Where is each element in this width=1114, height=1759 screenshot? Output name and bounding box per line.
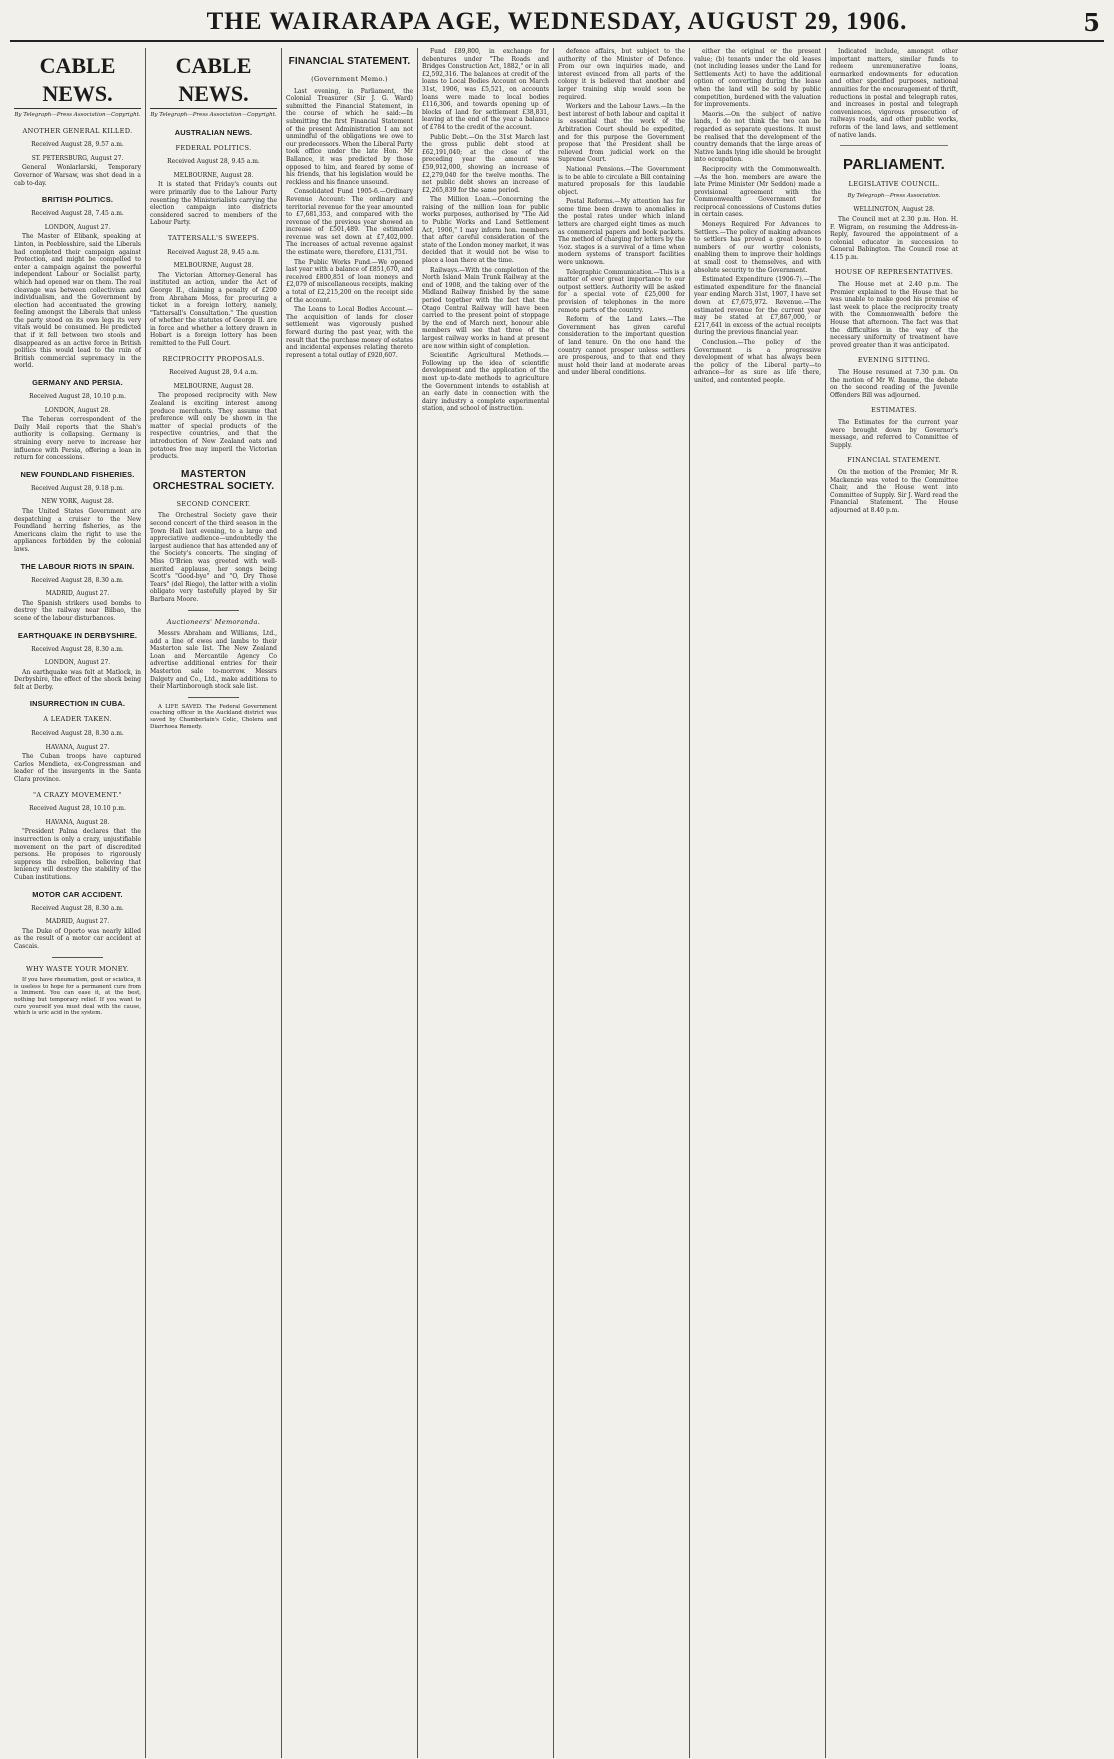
article-heading: AUSTRALIAN NEWS.: [174, 127, 253, 137]
article-heading: GERMANY AND PERSIA.: [32, 378, 123, 388]
place-dateline: LONDON, August 28.: [44, 406, 111, 414]
article-body: Scientific Agricultural Methods.—Following up the idea of scientific development and the application of the most up-to-date methods to agriculture the Government intends to establish at an early date in connection with the dairy industry a complete experimental station, and school of instruction.: [422, 352, 549, 413]
byline: By Telegraph—Press Association—Copyright.: [14, 112, 141, 118]
article-subheading: SECOND CONCERT.: [176, 499, 251, 508]
divider: [840, 145, 948, 146]
received-line: Received August 28, 9.4 a.m.: [169, 369, 258, 377]
article-subheading: TATTERSALL'S SWEEPS.: [167, 233, 260, 242]
article-subheading: HOUSE OF REPRESENTATIVES.: [834, 268, 954, 277]
article-body: The Master of Elibank, speaking at Linton, in Peeblesshire, said the Liberals had completed their campaign against Protection, and might be compelled to enter a campaign against the powerful independent Labour or Socialist party, which had opened war on them. The real cleavage was between collectivism and individualism, and the Government by election had accentuated the growing feeling amongst the Liberals that unless the party stood on its own legs its very vitals would be consumed. He predicted that if it fell between two stools and disappeared as an active force in British politics this would lead to the ruin of British commercial supremacy in the world.: [14, 233, 141, 370]
article-heading: MASTERTON ORCHESTRAL SOCIETY.: [152, 468, 275, 492]
article-body: Last evening, in Parliament, the Colonial Treasurer (Sir J. G. Ward) submitted the Financial Statement, in the course of which he said:—In submitting the first Financial Statement of the present Administration I am not unmindful of the obligations we owe to our predecessors. When the Liberal Party took office under the late Hon. Mr Ballance, it was predicted by those opposed to him, and feared by some of his friends, that his legislation would be reckless and his finance unsound.: [286, 87, 414, 186]
article-heading: NEW FOUNDLAND FISHERIES.: [20, 469, 135, 479]
article-body: Reciprocity with the Commonwealth.—As the hon. members are aware the late Prime Minister (Mr Seddon) made a provisional agreement with the Commonwealth Government for reciprocal concessions of Customs duties in certain cases.: [694, 165, 821, 219]
article-body: An earthquake was felt at Matlock, in Derbyshire, the effect of the shock being felt at Derby.: [14, 668, 141, 691]
article-body: Railways.—With the completion of the North Island Main Trunk Railway at the end of 1908, and the taking over of the Midland Railway finished by the same period together with the fact that the Otago Central Railway will have been carried to the present point of stoppage by the end of March next, honour able members will see that three of the largest railway works in hand at present are now within sight of completion.: [422, 266, 549, 350]
article-body: The proposed reciprocity with New Zealand is exciting interest among produce merchants. They assume that preference will only be shown in the matter of special products of the respective countries, and that the introduction of New Zealand oats and potatoes free may imperil the Victorian products.: [150, 392, 277, 461]
parliament-heading: PARLIAMENT.: [843, 156, 945, 174]
divider: [188, 697, 239, 698]
article-body: The United States Government are despatching a cruiser to the New Foundland herring fisheries, as the Americans claim the right to use the appliances forbidden by the colonial laws.: [14, 507, 141, 553]
article-body: The Loans to Local Bodies Account.—The acquisition of lands for closer settlement was vigorously pushed forward during the past year, with the result that the purchase money of estates and incidental expenses relating thereto represent a total outlay of £920,607.: [286, 306, 413, 359]
article-body: The Victorian Attorney-General has instituted an action, under the Act of George II., claiming a penalty of £200 from Abraham Moss, for procuring a ticket in a foreign lottery, namely, "Tattersall's Consultation." The question of whether the statutes of George II. are in force and whether a lottery drawn in Hobart is a foreign lottery has been remitted to the Full Court.: [150, 271, 277, 348]
article-body: Public Debt.—On the 31st March last the gross public debt stood at £62,191,040; at the close of the preceding year the amount was £59,912,000, showing an increase of £2,279,040 for the twelve months. The net public debt shows an increase of £2,265,839 for the same period.: [422, 133, 549, 194]
article-body: National Pensions.—The Government is to be able to circulate a Bill containing matured proposals for this laudable object.: [558, 165, 685, 196]
column-2: [146, 48, 282, 1758]
received-line: Received August 28, 10.10 p.m.: [29, 805, 126, 813]
received-line: Received August 28, 8.30 a.m.: [31, 730, 124, 738]
article-heading: INSURRECTION IN CUBA.: [29, 699, 126, 709]
received-line: Received August 28, 9.18 p.m.: [31, 484, 124, 492]
article-body: Indicated include, amongst other important matters, similar funds to redeem unremunerative loans, earmarked endowments for education and other specified purposes, national annuities for the encouragement of thrift, reductions in postal and telegraph rates, and increases in postal and telegraph conveniences, vigorous prosecution of railways roads, and other public works, reform of the land laws, and settlement of native lands.: [830, 48, 958, 139]
received-line: Received August 28, 8.30 a.m.: [31, 904, 124, 912]
article-subheading: FEDERAL POLITICS.: [175, 143, 252, 152]
place-dateline: WELLINGTON, August 28.: [853, 206, 935, 214]
article-body: Reform of the Land Laws.—The Government has given careful consideration to the important question of land tenure. On the one hand the country cannot prosper unless settlers are prosperous, and to that end they must hold their land at moderate areas and under liberal conditions.: [558, 316, 685, 377]
article-body: General Wonlarlarski, Temporary Governor of Warsaw, was shot dead in a cab to-day.: [14, 164, 141, 187]
article-body: either the original or the present value; (b) tenants under the old leases (not including leases under the Land for Settlements Act) to have the additional option of converting during the lease when the land will be sold by public competition, burdened with the valuation for improvements.: [694, 48, 821, 109]
article-body: defence affairs, but subject to the authority of the Minister of Defence. From our own inquiries made, and interest evinced from all parts of the colony it is believed that another and larger training ship would soon be required.: [558, 48, 685, 101]
article-body: Moneys Required For Advances to Settlers.—The policy of making advances to settlers has proved a great boon to numbers of our worthy colonists, enabling them to improve their holdings at small cost to themselves, and with absolute security to the Government.: [694, 221, 821, 274]
masthead: [10, 6, 1104, 42]
advert-body: A LIFE SAVED. The Federal Government coaching officer in the Auckland district was saved by Chamberlain's Colic, Cholera and Diarrhoea Remedy.: [150, 703, 277, 730]
article-body: Consolidated Fund 1905-6.—Ordinary Revenue Account: The ordinary and territorial revenue for the year amounted to £7,681,353, and compared with the revenue of the previous year showed an increase of £501,489. The estimated revenue was set down at £7,402,000. The increases of actual revenue against the estimate were, therefore, £131,751.: [286, 188, 413, 257]
article-body: The House resumed at 7.30 p.m. On the motion of Mr W. Baume, the debate on the second reading of the Juvenile Offenders Bill was adjourned.: [830, 369, 958, 399]
article-body: On the motion of the Premier, Mr R. Mackenzie was voted to the Committee Chair, and the House went into Committee of Supply. Sir J. Ward read the Financial Statement. The House adjourned at 8.40 p.m.: [830, 468, 958, 514]
advert-body: If you have rheumatism, gout or sciatica, it is useless to hope for a permanent cure from a liniment. You can ease it, at the best, nothing but temporary relief. If you want to cure yourself you must deal with the cause, which is uric acid in the system.: [14, 977, 141, 1017]
article-heading: BRITISH POLITICS.: [41, 195, 114, 205]
column-6: [690, 48, 826, 1758]
article-body: "President Palma declares that the insurrection is only a crazy, unjustifiable movement on the part of discredited persons. He proposes to rigorously suppress the rebellion, believing that leniency will destroy the stability of the Cuban institutions.: [14, 828, 141, 881]
article-subheading: LEGISLATIVE COUNCIL.: [848, 180, 940, 189]
masthead-title: THE WAIRARAPA AGE, WEDNESDAY, AUGUST 29, 1906.: [206, 8, 908, 35]
advert-heading: WHY WASTE YOUR MONEY.: [25, 964, 130, 973]
column-1: [10, 48, 146, 1758]
article-body: The Estimates for the current year were brought down by Governor's message, and referred to Committee of Supply.: [830, 418, 958, 449]
article-subheading: EVENING SITTING.: [857, 356, 931, 365]
received-line: Received August 28, 8.30 a.m.: [31, 576, 124, 584]
place-dateline: HAVANA, August 27.: [45, 743, 110, 751]
article-body: Maoris.—On the subject of native lands, I do not think the two can be regarded as separate questions. It must be realised that the development of the country demands that the large areas of Native lands lying idle should be brought into occupation.: [694, 110, 821, 164]
article-subheading: A LEADER TAKEN.: [43, 715, 112, 724]
column-3: [282, 48, 418, 1758]
article-body: Telegraphic Communication.—This is a matter of ever great importance to our outpost settlers. Authority will be asked for a special vote of £25,000 for provision of telephones in the more remote parts of the country.: [558, 268, 685, 314]
article-body: Messrs Abraham and Williams, Ltd., add a line of ewes and lambs to their Masterton sale list. The New Zealand Loan and Mercantile Agency Co advertise additional entries for their Masterton sale to-morrow. Messrs Dalgety and Co., Ltd., make additions to their Martinborough stock sale list.: [150, 630, 277, 691]
place-dateline: ST. PETERSBURG, August 27.: [31, 154, 124, 162]
article-body: The Teheran correspondent of the Daily Mail reports that the Shah's authority is collapsing. Germany is straining every nerve to increase her influence with Persia, offering a loan in return for concessions.: [14, 416, 141, 462]
received-line: Received August 28, 9.45 a.m.: [167, 158, 260, 166]
columns: [10, 48, 1104, 1758]
column-4: [418, 48, 554, 1758]
column-7: [826, 48, 962, 1758]
byline: By Telegraph—Press Association—Copyright.: [150, 112, 277, 118]
article-body: The Council met at 2.30 p.m. Hon. H. F. Wigram, on resuming the Address-in-Reply, favoured the appointment of a colonial educator in succession to General Babington. The Council rose at 4.15 p.m.: [830, 215, 958, 261]
place-dateline: MELBOURNE, August 28.: [173, 382, 254, 390]
article-subheading: Auctioneers' Memoranda.: [166, 617, 261, 626]
article-subheading: RECIPROCITY PROPOSALS.: [162, 354, 265, 363]
article-body: The House met at 2.40 p.m. The Premier explained to the House that he was unable to make good his promise of last week to place the reciprocity treaty with the Commonwealth before the House that afternoon. The fact was that the difficulties in the way of the necessary uniformity of treatment have proved greater than it was anticipated.: [830, 281, 958, 349]
article-subheading: "A CRAZY MOVEMENT.": [33, 790, 122, 799]
article-heading: MOTOR CAR ACCIDENT.: [32, 889, 123, 899]
article-body: The Public Works Fund.—We opened last year with a balance of £851,670, and received £800,851 of loan moneys and £2,079 of miscellaneous receipts, making a total of £2,215,200 on the receipt side of the account.: [286, 258, 413, 304]
place-dateline: MELBOURNE, August 28.: [173, 262, 254, 270]
received-line: Received August 28, 9.57 a.m.: [31, 141, 124, 149]
place-dateline: HAVANA, August 28.: [45, 818, 110, 826]
article-body: Conclusion.—The policy of the Government is a progressive development of what has always been the policy of the Liberal party—to advance—for as sure as life there, united, and contented people.: [694, 338, 821, 384]
article-body: Workers and the Labour Laws.—In the best interest of both labour and capital it is essential that the work of the Arbitration Court should be expedited, and for this purpose the Government propose that the President shall be relieved from judicial work on the Supreme Court.: [558, 103, 685, 164]
article-heading: EARTHQUAKE IN DERBYSHIRE.: [17, 630, 138, 640]
place-dateline: MADRID, August 27.: [45, 590, 110, 598]
place-dateline: MADRID, August 27.: [45, 918, 110, 926]
article-body: The Million Loan.—Concerning the raising of the million loan for public works purposes, authorised by "The Aid to Public Works and Land Settlement Act, 1906," I may inform hon. members that after careful consideration of the state of the London money market, it was decided that it would not be wise to place a loan there at the time.: [422, 196, 549, 265]
byline: By Telegraph—Press Association.: [847, 192, 941, 199]
article-body: The Orchestral Society gave their second concert of the third season in the Town Hall last evening, to a large and appreciative audience—undoubtedly the largest audience that has attended any of the Society's concerts. The singing of Miss O'Brien was greeted with well-merited applause, her songs being Scott's "Good-bye" and "O, Dry Those Tears" (del Riego), the latter with a violin obligato very tastefully played by Sir Barbara Moore.: [150, 512, 277, 603]
article-heading: FINANCIAL STATEMENT.: [288, 56, 411, 67]
place-dateline: LONDON, August 27.: [44, 223, 111, 231]
article-subheading: FINANCIAL STATEMENT.: [847, 456, 941, 465]
article-body: It is stated that Friday's counts out were primarily due to the Labour Party resenting the Ministerialists carrying the election campaign into districts considered sacred to members of the Labour Party.: [150, 181, 277, 227]
divider: [188, 610, 239, 611]
article-body: Fund £89,800, in exchange for debentures under "The Roads and Bridges Construction Act, 1882," or in all £2,592,316. The balances at credit of the loans to Local Bodies Account on March 31st, 1906, was £5,521, on accounts loans were made to local bodies £116,306, and towards opening up of blocks of land for settlement £38,831, leaving at the end of the year a balance of £784 to the credit of the account.: [422, 48, 549, 131]
article-body: Estimated Expenditure (1906-7).—The estimated expenditure for the financial year ending March 31st, 1907, I have set down at £7,675,972. Revenue.—The estimated revenue for the current year may be stated at £7,867,000, or £217,641 in excess of the actual receipts during the previous financial year.: [694, 276, 821, 337]
place-dateline: NEW YORK, August 28.: [41, 498, 114, 506]
article-subheading: (Government Memo.): [311, 75, 388, 83]
column-5: [554, 48, 690, 1758]
divider: [52, 957, 103, 958]
article-body: Postal Reforms.—My attention has for some time been drawn to anomalies in the postal rates under which inland letters are charged eight times as much as commercial papers and book packets. The method of charging for letters by the ½oz. stages is a survival of a time when modern systems of transport facilities were unknown.: [558, 198, 685, 267]
page-number: 5: [1083, 8, 1100, 37]
received-line: Received August 28, 9.45 a.m.: [167, 248, 260, 256]
received-line: Received August 28, 7.45 a.m.: [31, 210, 124, 218]
place-dateline: LONDON, August 27.: [44, 659, 111, 667]
place-dateline: MELBOURNE, August 28.: [173, 171, 254, 179]
article-body: The Cuban troops have captured Carlos Mendieta, ex-Congressman and leader of the insurgents in the Santa Clara province.: [14, 753, 141, 784]
received-line: Received August 28, 8.30 a.m.: [31, 645, 124, 653]
cable-news-heading: CABLE NEWS.: [150, 52, 277, 109]
article-heading: THE LABOUR RIOTS IN SPAIN.: [20, 561, 135, 571]
article-heading: ANOTHER GENERAL KILLED.: [22, 126, 133, 135]
article-body: The Spanish strikers used bombs to destroy the railway near Bilbao, the scene of the labour disturbances.: [14, 599, 141, 622]
cable-news-heading: CABLE NEWS.: [14, 52, 141, 109]
article-body: The Duke of Oporto was nearly killed as the result of a motor car accident at Cascais.: [14, 927, 141, 950]
article-subheading: ESTIMATES.: [870, 406, 918, 415]
received-line: Received August 28, 10.10 p.m.: [29, 393, 126, 401]
